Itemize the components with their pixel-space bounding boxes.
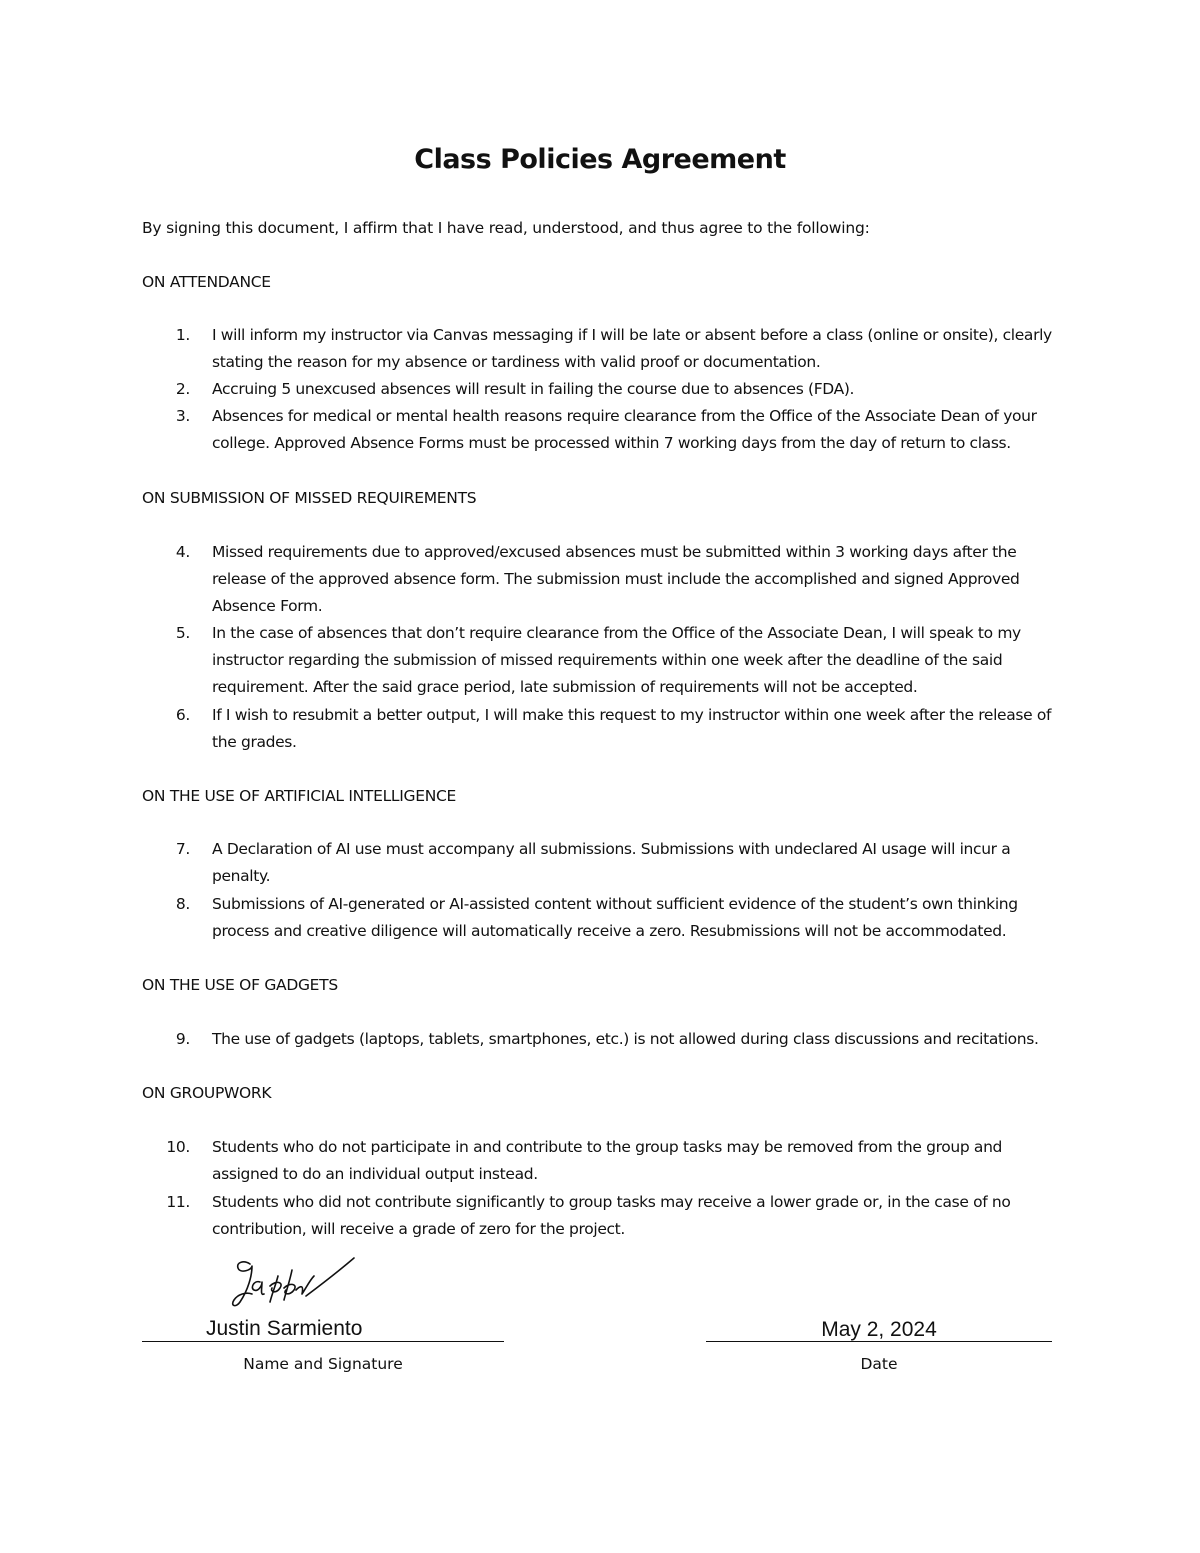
date-caption: Date — [860, 1355, 898, 1373]
signature-block — [142, 1256, 504, 1346]
list-item-number: 10. — [166, 1138, 190, 1156]
list-item-text: Submissions of AI-generated or AI-assisted content without sufficient evidence of the student’s own thinking process and creative diligence will automatically receive a zero. Resubmissions will not be accommodated. — [212, 895, 1018, 940]
signer-name: Justin Sarmiento — [206, 1317, 363, 1340]
list-item — [142, 376, 1062, 403]
list-item — [142, 1134, 1062, 1188]
handwritten-signature — [226, 1256, 356, 1316]
section-heading-groupwork: ON GROUPWORK — [142, 1084, 272, 1102]
list-item-text: Absences for medical or mental health reasons require clearance from the Office of the Associate Dean of your college. Approved Absence Forms must be processed within 7 working days from the day of return to class. — [212, 407, 1037, 452]
list-item — [142, 1189, 1062, 1243]
list-item-number: 8. — [175, 895, 190, 913]
date-line — [706, 1341, 1052, 1342]
list-item-number: 3. — [175, 407, 190, 425]
section-heading-artificial-intelligence: ON THE USE OF ARTIFICIAL INTELLIGENCE — [142, 787, 457, 805]
list-item-number: 9. — [175, 1030, 190, 1048]
list-item — [142, 702, 1062, 756]
list-item — [142, 891, 1062, 945]
list-item-number: 6. — [175, 706, 190, 724]
list-item-number: 2. — [175, 380, 190, 398]
list-item — [142, 403, 1062, 457]
list-item-text: Students who do not participate in and contribute to the group tasks may be removed from the group and assigned to do an individual output instead. — [212, 1138, 1003, 1183]
list-item-number: 1. — [175, 326, 190, 344]
list-item — [142, 539, 1062, 620]
list-item-text: Students who did not contribute significantly to group tasks may receive a lower grade or, in the case of no contribution, will receive a grade of zero for the project. — [212, 1193, 1011, 1238]
intro-text: By signing this document, I affirm that I have read, understood, and thus agree to the following: — [142, 219, 870, 237]
list-item-text: A Declaration of AI use must accompany all submissions. Submissions with undeclared AI usage will incur a penalty. — [212, 840, 1011, 885]
section-heading-missed-requirements: ON SUBMISSION OF MISSED REQUIREMENTS — [142, 489, 477, 507]
signature-line — [142, 1341, 504, 1342]
signature-date: May 2, 2024 — [821, 1318, 937, 1341]
list-item-number: 5. — [175, 624, 190, 642]
section-heading-attendance: ON ATTENDANCE — [142, 273, 271, 291]
name-signature-caption: Name and Signature — [243, 1355, 403, 1373]
list-item — [142, 322, 1062, 376]
list-item-text: In the case of absences that don’t require clearance from the Office of the Associate Dean, I will speak to my instructor regarding the submission of missed requirements within one week after the deadline of the said requirement. After the said grace period, late submission of requirements will not be accepted. — [212, 624, 1021, 696]
page-title: Class Policies Agreement — [414, 144, 786, 175]
list-item-text: Missed requirements due to approved/excused absences must be submitted within 3 working days after the release of the approved absence form. The submission must include the accomplished and signed Approved Absence Form. — [212, 543, 1020, 615]
list-item-text: If I wish to resubmit a better output, I will make this request to my instructor within one week after the release of the grades. — [212, 706, 1052, 751]
list-item — [142, 620, 1062, 701]
list-item-number: 11. — [166, 1193, 190, 1211]
list-item-number: 7. — [175, 840, 190, 858]
list-item — [142, 1026, 1062, 1053]
list-item-text: Accruing 5 unexcused absences will result in failing the course due to absences (FDA). — [212, 380, 855, 398]
list-item-number: 4. — [175, 543, 190, 561]
list-item — [142, 836, 1062, 890]
list-item-text: The use of gadgets (laptops, tablets, smartphones, etc.) is not allowed during class discussions and recitations. — [212, 1030, 1039, 1048]
section-heading-gadgets: ON THE USE OF GADGETS — [142, 976, 338, 994]
list-item-text: I will inform my instructor via Canvas messaging if I will be late or absent before a class (online or onsite), clearly stating the reason for my absence or tardiness with valid proof or documentation. — [212, 326, 1052, 371]
